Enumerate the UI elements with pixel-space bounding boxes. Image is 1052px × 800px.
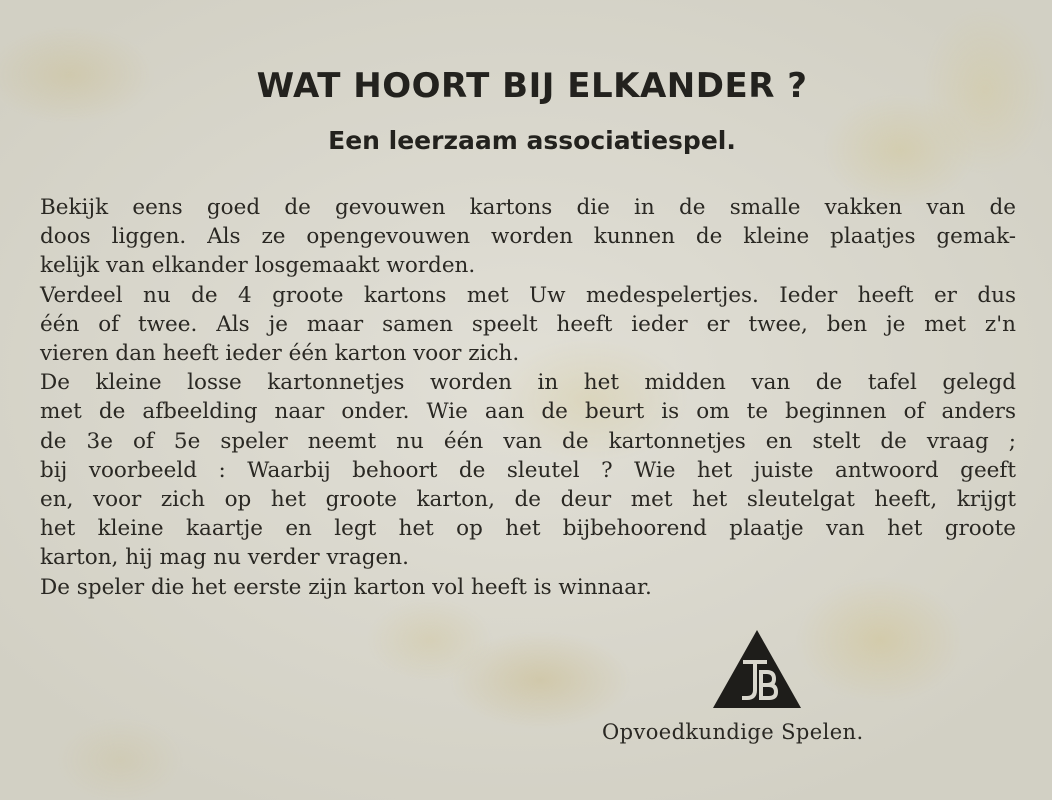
text-line: bij voorbeeld : Waarbij behoort de sleutel ? Wie het juiste antwoord geeft [40,457,1016,483]
text-line: de 3e of 5e speler neemt nu één van de kartonnetjes en stelt de vraag ; [40,428,1016,454]
text-line: met de afbeelding naar onder. Wie aan de beurt is om te beginnen of anders [40,399,1016,425]
instructions-body [40,193,1016,602]
publisher-name: Opvoedkundige Spelen. [602,720,864,744]
text-line: kelijk van elkander losgemaakt worden. [40,253,476,279]
text-line: De kleine losse kartonnetjes worden in het midden van de tafel gelegd [40,370,1016,396]
text-line: De speler die het eerste zijn karton vol heeft is winnaar. [40,574,652,600]
page-subtitle: Een leerzaam associatiespel. [328,126,736,155]
text-line: Bekijk eens goed de gevouwen kartons die in de smalle vakken van de [40,195,1016,220]
text-line: Verdeel nu de 4 groote kartons met Uw medespelertjes. Ieder heeft er dus [40,282,1016,308]
text-line: één of twee. Als je maar samen speelt heeft ieder er twee, ben je met z'n [40,311,1016,337]
text-line: en, voor zich op het groote karton, de deur met het sleutelgat heeft, krijgt [40,487,1016,513]
triangle-jb-monogram-icon [711,628,803,710]
text-line: doos liggen. Als ze opengevouwen worden kunnen de kleine plaatjes gemak- [40,224,1016,250]
text-line: vieren dan heeft ieder één karton voor zich. [40,341,520,367]
page-title: WAT HOORT BIJ ELKANDER ? [256,66,808,106]
text-line: karton, hij mag nu verder vragen. [40,545,409,571]
text-line: het kleine kaartje en legt het op het bijbehoorend plaatje van het groote [40,516,1016,542]
